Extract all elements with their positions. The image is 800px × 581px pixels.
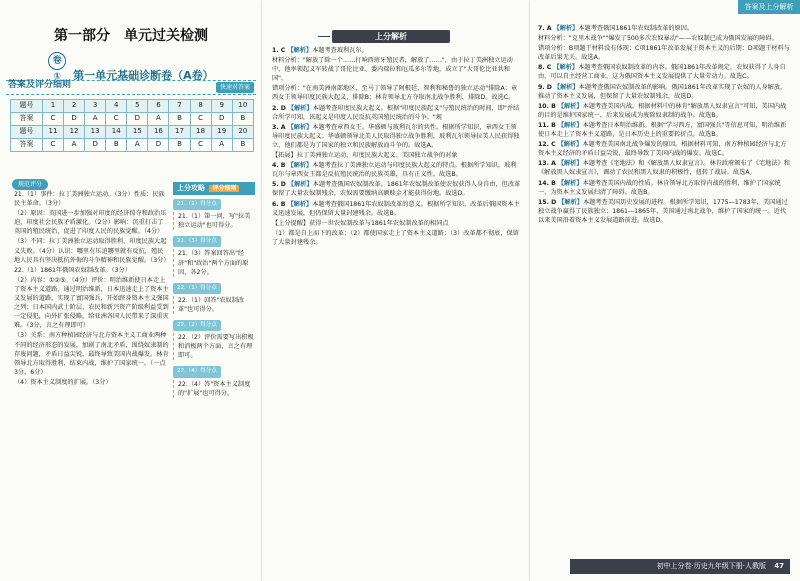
answer-table-cell: 题号 (11, 100, 43, 113)
analysis-label: 【解析】 (287, 200, 313, 208)
volume-badge: 卷① (48, 52, 66, 70)
answer-table-cell: B (232, 113, 253, 126)
sidebar-note (173, 296, 255, 314)
analysis-text: 材料分析："克里木战争""爆发了500多次农奴暴动"——农奴制已成为俄国发展的障碍。 (538, 35, 778, 43)
analysis-item (272, 229, 522, 247)
answer-table-cell: 8 (190, 100, 211, 113)
sidebar-note-text: 22.（4）答"资本主义制度的"扩展"也可得分。 (178, 380, 251, 397)
answer-table-cell: C (42, 139, 63, 152)
analysis-item (538, 83, 790, 101)
analysis-text: （1）都是自上而下的改革；（2）都使国家走上了资本主义道路；（3）改革都不彻底，保留了大量封建残余。 (272, 229, 519, 246)
sidebar-note (173, 249, 255, 276)
analysis-item (538, 198, 790, 225)
right-analysis (538, 24, 790, 226)
sidebar-note-text: 21.（1）第一问，写"拉美独立运动"也可得分。 (178, 213, 251, 230)
analysis-item (538, 34, 790, 43)
analysis-text: 本题考查俄国1861年农奴制改革的意义。根据所学知识，改革后俄国资本主义迅速发展，但仍保留大量封建残余。故选B。 (272, 200, 520, 217)
answer-table-cell: 20 (232, 126, 253, 139)
analysis-item (538, 140, 790, 158)
question-number: 5. D (272, 181, 286, 189)
answer-table-cell: A (211, 139, 232, 152)
analysis-text: 本题考查美国内战的性质。林肯领导北方取得内战的胜利，维护了国家统一，为资本主义发展扫清了障碍。故选B。 (538, 179, 781, 196)
answer-table-row (11, 126, 254, 139)
analysis-text: 本题考查美国内战。根据材料中的林肯"解放黑人奴隶宣言"可知，美国内战的目的是维护国家统一，后来发展成为废除奴隶制的战争。故选B。 (538, 102, 787, 119)
answer-table-cell: 18 (190, 126, 211, 139)
analysis-item (272, 200, 522, 218)
answer-table-row (11, 100, 254, 113)
sidebar-sub-label: 22.（1）得分点 (173, 283, 221, 294)
answer-table-cell: C (106, 113, 127, 126)
answer-bar-title: 答案及评分细则 (8, 80, 72, 90)
analysis-item (272, 104, 522, 122)
analysis-text: 本题考查俄国农奴制改革的影响。俄国1861年改革实现了农奴的人身解放，推动了资本主义发展，但保留了大量农奴制残余，故选D。 (538, 83, 787, 100)
left-answers (14, 190, 169, 388)
analysis-label: 【解析】 (557, 160, 583, 168)
answer-table-cell: A (85, 113, 106, 126)
sidebar-head (173, 182, 255, 195)
answer-table-cell: C (190, 113, 211, 126)
analysis-item (538, 63, 790, 81)
answer-table-cell: A (64, 139, 85, 152)
question-number: 1. C (272, 47, 286, 54)
answer-table-cell: 9 (211, 100, 232, 113)
analysis-item (538, 24, 790, 33)
analysis-item (538, 159, 790, 177)
analysis-label: 【解析】 (558, 198, 583, 206)
answer-table-cell: B (232, 139, 253, 152)
scoring-sidebar (173, 182, 255, 400)
scoring-tag: 规范评分 (12, 179, 48, 190)
analysis-text: 本题考查俄国农奴制改革。1861年农奴制改革使农奴获得人身自由，但改革保留了大量农奴制残余，农奴需要缴纳高额赎金才能获得份地。故选D。 (272, 181, 521, 198)
analysis-item (538, 44, 790, 62)
answer-table-cell: A (127, 139, 148, 152)
right-page (530, 0, 800, 581)
answer-table-cell: D (148, 139, 169, 152)
sidebar-note (173, 212, 255, 230)
analysis-item (272, 46, 522, 55)
answer-table-cell: B (169, 113, 190, 126)
question-number: 10. B (538, 102, 556, 110)
page-footer (570, 559, 790, 574)
answer-table-cell: 题号 (11, 126, 43, 139)
analysis-item (272, 151, 522, 160)
answer-table-cell: B (106, 139, 127, 152)
analysis-text: 本题考查美国历史发展的进程。根据所学知识，1775—1783年，美国通过独立战争赢得了民族独立；1861—1865年，美国通过南北战争，维护了国家的统一。近代以来美国沿着资本主义发展道路前进。故选D。 (538, 198, 788, 224)
answer-paragraph: （2）原因：英国进一步加强对印度的经济掠夺和政治压迫，印度社会民族矛盾激化。（2分）影响：沉重打击了英国的殖民统治，促进了印度人民的民族觉醒。（4分） (14, 210, 167, 236)
answer-table-cell: 10 (232, 100, 253, 113)
answer-table-cell: 答案 (11, 113, 43, 126)
answer-table-cell: A (148, 113, 169, 126)
answer-table-row (11, 139, 254, 152)
answer-table (10, 99, 254, 152)
answer-table-cell: 15 (127, 126, 148, 139)
page-number: 47 (774, 562, 784, 570)
answer-table-cell: 7 (169, 100, 190, 113)
analysis-text: 本题考查印度民族大起义。根据"印度民族起义"与殖民统治的时间，即"并结合所学可知，该起义是印度人民反抗英国殖民统治的斗争。"规 (272, 104, 520, 121)
answer-table-cell: 17 (169, 126, 190, 139)
right-page-tab: 答案及上分解析 (738, 0, 800, 14)
answer-paragraph: 22.（1）1861年俄国农奴制改革。（3分） (14, 266, 131, 274)
analysis-item (272, 56, 522, 83)
answer-table-cell: 1 (42, 100, 63, 113)
answer-paragraph: （3）关系：南方种植园经济与北方资本主义工商业两种不同的经济形态的发展，加剧了南北矛盾，围绕奴隶制的存废问题，矛盾日益尖锐，最终导致美国内战爆发。林肯领导北方取得胜利，结束内战，维护了国家统一。（一点3分，6分） (14, 332, 169, 376)
analysis-text: 本题考查玻利瓦尔。 (312, 47, 368, 54)
sidebar-note (173, 380, 255, 398)
analysis-text: 本题考查拉丁美洲独立运动与印度民族大起义的特点。根据所学知识，玻利瓦尔与章西女王都是反抗殖民统治的民族英雄，具有正义性。故选B。 (272, 162, 517, 179)
analysis-item (272, 161, 522, 179)
analysis-label: 【解析】 (287, 123, 313, 131)
answer-paragraph: 21.（1）事件：拉丁美洲独立运动。（3分）性质：民族民主革命。（3分） (14, 191, 165, 208)
analysis-item (538, 121, 790, 139)
question-number: 7. A (538, 25, 552, 32)
answer-paragraph: （2）内容：①②⑤。（4分）评价：明治维新使日本走上了资本主义道路，通过明治维新，日本迅速走上了资本主义发展的道路，实现了富国强兵，开始跻身资本主义强国之列；日本国内武士阶层、农民和新兴资产阶级利益受到一定侵犯，向外扩张侵略，给亚洲各国人民带来了深重灾难。（3分，言之有理即可） (14, 276, 169, 330)
question-number: 11. B (538, 121, 556, 129)
answer-table-cell: 3 (85, 100, 106, 113)
analysis-item (272, 84, 522, 102)
answer-bar-tag: 快速对答案 (216, 82, 254, 93)
sidebar-note-text: 22.（1）回答"农奴制改革"也可得分。 (178, 296, 245, 313)
analysis-text: 本题考查《宅地法》和《解放黑人奴隶宣言》。林肯政府颁布了《宅地法》和《解放黑人奴隶宣言》，调动了农民和黑人奴隶的积极性，扭转了战局。故选A。 (538, 160, 790, 177)
answer-table-cell: 12 (64, 126, 85, 139)
answer-table-cell: D (127, 113, 148, 126)
analysis-item (272, 123, 522, 150)
middle-analysis (272, 46, 522, 248)
analysis-label: 【解析】 (557, 121, 583, 129)
sidebar-sub-label: 21.（3）得分点 (173, 236, 221, 247)
question-number: 8. C (538, 64, 552, 72)
sidebar-head-title: 上分攻略 (177, 184, 205, 192)
analysis-item (538, 102, 790, 120)
analysis-label: 【解析】 (553, 83, 579, 91)
question-number: 9. D (538, 83, 552, 91)
analysis-text: 错项分析："在南美洲南部地区，至马丁领导了阿根廷、智利和秘鲁的独立运动"排除A；章西女王领导印度民族大起义，排除B；林肯领导北方夺取南北战争胜利，排除D。故选C。 (272, 85, 518, 102)
answer-paragraph: （4）资本主义制度的扩展。（3分） (14, 378, 112, 386)
volume-title (0, 52, 262, 80)
question-number: 14. B (538, 179, 556, 187)
middle-page (262, 0, 530, 581)
analysis-label: 【解析】 (553, 25, 579, 32)
analysis-item (538, 179, 790, 197)
analysis-text: 材料分析："解放了除一个……打响西班牙殖民者，解放了……"，由于拉丁美洲独立运动中，他率领起义军转战了哥伦比亚、委内瑞拉和厄瓜多尔等地，成立了"大哥伦比亚共和国"。 (272, 57, 513, 83)
analysis-text: 本题考查俄国农奴制改革的内容。俄国1861年改革规定，农奴获得了人身自由，可以自主经营工商业，这为俄国资本主义发展提供了大量劳动力。故选C。 (538, 64, 786, 81)
analysis-text: 本题考查章西女王。华盛顿与玻利瓦尔的共性。根据所学知识，章西女王领导印度民族大起义；华盛顿领导北美人民取得独立战争胜利，玻利瓦尔领导拉美人民获得独立，他们都是为了国家的独立和民族解放而斗争的。故选A。 (272, 123, 520, 149)
analysis-text: 本题考查美国南北战争爆发的原因。根据材料可知，南方种植园经济与北方资本主义经济的矛盾日益尖锐，最终导致了美国内战的爆发。故选C。 (538, 141, 787, 158)
answer-bar (6, 80, 256, 95)
question-number: 12. C (538, 141, 556, 149)
sidebar-sub-label: 21.（1）得分点 (173, 199, 221, 210)
analysis-label: 【解析】 (557, 141, 583, 149)
answer-table-cell: B (169, 139, 190, 152)
analysis-label: 【解析】 (287, 162, 313, 170)
answer-table-cell: D (85, 139, 106, 152)
answer-table-cell: 6 (148, 100, 169, 113)
answer-paragraph: （3）不同：拉丁美洲独立运动取得胜利，印度民族大起义失败。（4分）认识：哪里有压迫哪里就有反抗，殖民地人民具有坚决抵抗外侮的斗争精神和民族觉醒。（3分） (14, 238, 170, 264)
answer-table-cell: 5 (127, 100, 148, 113)
analysis-text: 本题考查日本明治维新。根据"学习西方，富国强兵"等信息可知，明治维新使日本走上了资本主义道路，是日本历史上的重要转折点。故选B。 (538, 121, 787, 139)
answer-table-row (11, 113, 254, 126)
sidebar-sub-label: 22.（4）得分点 (173, 366, 221, 377)
question-number: 4. B (272, 162, 286, 170)
answer-table-cell: C (190, 139, 211, 152)
analysis-text: 本题考查俄国1861年农奴制改革的原因。 (578, 25, 694, 32)
answer-table-cell: 11 (42, 126, 63, 139)
answer-table-cell: 2 (64, 100, 85, 113)
analysis-label: 【解析】 (287, 104, 313, 112)
analysis-label: 【解析】 (557, 179, 583, 187)
question-number: 13. A (538, 160, 556, 168)
answer-table-cell: 19 (211, 126, 232, 139)
answer-table-cell: D (64, 113, 85, 126)
analysis-text: 【拓展】拉丁美洲独立运动、印度民族大起义、美国独立战争的对象 (272, 152, 458, 160)
answer-table-cell: 16 (148, 126, 169, 139)
sidebar-blocks (173, 195, 255, 398)
answer-table-cell: 答案 (11, 139, 43, 152)
sidebar-sub-label: 22.（2）得分点 (173, 320, 221, 331)
analysis-head: 上分解析 (332, 30, 450, 43)
question-number: 2. D (272, 104, 286, 112)
sidebar-note-text: 21.（3）答案回答出"经济"和"政治"两个方面的原因，各2分。 (178, 250, 249, 276)
analysis-label: 【解析】 (287, 181, 313, 189)
sidebar-note-text: 22.（2）评价需要写出积极和消极两个方面，言之有理即可。 (178, 334, 254, 360)
answer-table-cell: 4 (106, 100, 127, 113)
sidebar-head-sub: 评分细则 (209, 185, 239, 192)
answer-table-cell: 13 (85, 126, 106, 139)
sidebar-note (173, 333, 255, 360)
analysis-text: 【上分提醒】获得一世农奴制改革与1861年农奴制改革的相同点 (272, 219, 449, 227)
answer-table-cell: C (42, 113, 63, 126)
analysis-label: 【解析】 (557, 102, 583, 110)
analysis-label: 【解析】 (287, 47, 313, 54)
analysis-item (272, 219, 522, 228)
analysis-item (272, 180, 522, 198)
question-number: 3. A (272, 123, 286, 131)
volume-title-text: 第一单元基础诊断卷（A卷） (73, 69, 214, 82)
question-number: 15. D (538, 198, 557, 206)
part-title: 第一部分 单元过关检测 (54, 28, 208, 44)
analysis-label: 【解析】 (553, 64, 579, 72)
left-page (0, 0, 262, 581)
footer-text: 初中上分卷·历史九年级下册·人教版 (656, 562, 767, 570)
answer-table-cell: D (211, 113, 232, 126)
analysis-text: 错项分析：B项题干材料没有体现；C项1861年改革发展于资本主义的后期；D项题干材料与改革后果无关。故选A。 (538, 45, 790, 62)
answer-table-cell: 14 (106, 126, 127, 139)
question-number: 6. B (272, 200, 286, 208)
